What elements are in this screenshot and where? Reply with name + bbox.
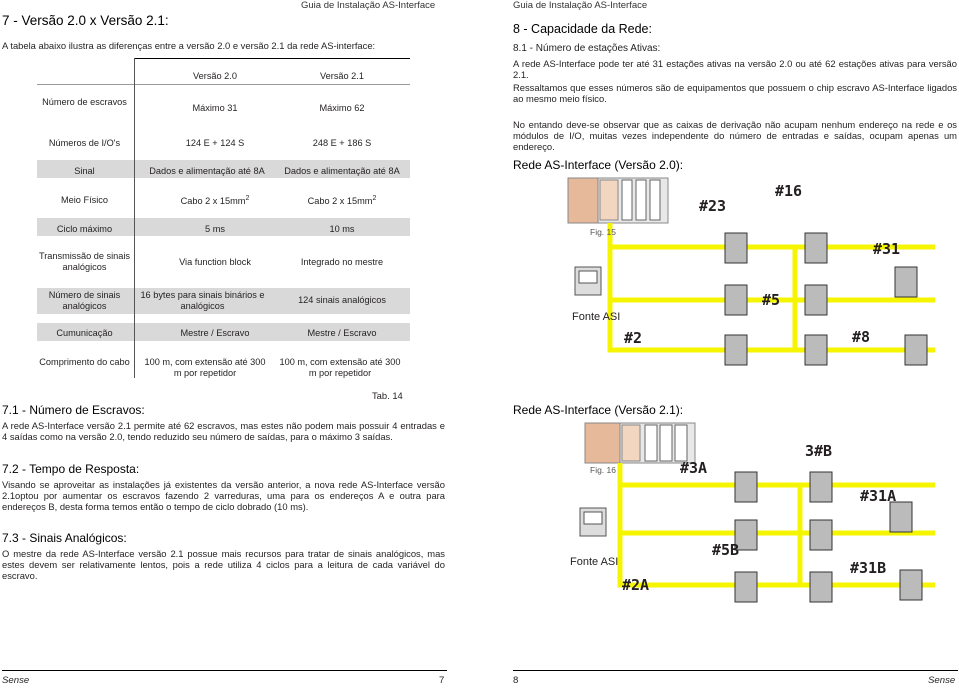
footer-rule xyxy=(2,670,447,671)
slave-label: #2 xyxy=(624,329,643,347)
table-rule xyxy=(37,84,410,85)
cell-v21: 10 ms xyxy=(329,224,355,234)
slave-module xyxy=(810,572,832,602)
cell-v21: Cabo 2 x $15mm^2$ xyxy=(307,195,377,207)
row-label: Número de sinais analógicos xyxy=(48,290,121,311)
as-interface-master xyxy=(585,423,695,463)
slave-module xyxy=(810,520,832,550)
network-diagram-v20 xyxy=(560,175,955,375)
page-number: 8 xyxy=(513,675,519,686)
slave-module xyxy=(725,335,747,365)
cell-v20: Cabo 2 x $15mm^2$ xyxy=(180,195,250,207)
fonte-asi-label: Fonte ASI xyxy=(570,556,619,568)
slave-module xyxy=(725,233,747,263)
footer-brand: Sense xyxy=(928,675,956,686)
para-81-2: Ressaltamos que esses números são de equipamentos que possuem o chip escravo AS-Interface ligados ao mesmo meio físico. xyxy=(513,82,957,104)
cell-v21: Máximo 62 xyxy=(319,103,365,113)
section-text-72: Visando se aproveitar as instalações já existentes da versão anterior, a nova rede AS-Interface versão 2.1optou por aumentar os escravos fazendo 2 varreduras, uma para os endereços A e outra para endereços B, desta forma temos então o tempo de ciclo dobrado (10 ms). xyxy=(2,479,445,512)
cell-v20: 124 E + 124 S xyxy=(185,138,245,148)
slave-label: #3A xyxy=(680,459,708,477)
slave-module xyxy=(890,502,912,532)
row-label: Cumunicação xyxy=(56,328,113,338)
row-label: Transmissão de sinais analógicos xyxy=(38,251,131,272)
col-header-v20: Versão 2.0 xyxy=(193,71,237,81)
net20-title: Rede AS-Interface (Versão 2.0): xyxy=(513,158,684,172)
slave-module xyxy=(805,233,827,263)
slave-label: #31A xyxy=(860,487,897,505)
footer-brand: Sense xyxy=(2,675,30,686)
slave-module xyxy=(810,472,832,502)
cell-v20: 16 bytes para sinais binários e analógicos xyxy=(140,290,265,311)
cell-v21: Integrado no mestre xyxy=(300,257,384,267)
cell-v20: Dados e alimentação até 8A xyxy=(149,166,265,176)
row-label: Ciclo máximo xyxy=(56,224,113,234)
row-label: Meio Físico xyxy=(61,195,108,205)
cell-v21: 100 m, com extensão até 300 m por repetidor xyxy=(279,357,401,378)
slave-label: #31 xyxy=(873,240,901,258)
cell-v21: Mestre / Escravo xyxy=(307,328,377,338)
cell-v20: Via function block xyxy=(179,257,251,267)
fig15-caption: Fig. 15 xyxy=(590,227,616,237)
network-diagram-v21 xyxy=(560,420,955,620)
slave-module xyxy=(735,472,757,502)
section-text-73: O mestre da rede AS-Interface versão 2.1 possue mais recursos para tratar de sinais analógicos, mas estes devem ser relativamente lentos, pois a rede utiliza 4 ciclos para a leitura de cada variável do escravo. xyxy=(2,548,445,581)
slave-label: #23 xyxy=(699,197,727,215)
cell-v21: Dados e alimentação até 8A xyxy=(284,166,400,176)
page-number: 7 xyxy=(439,675,445,686)
section-text-71: A rede AS-Interface versão 2.1 permite até 62 escravos, mas estes não podem mais possuir 4 entradas e 4 saídas como na versão 2.0, tendo reduzido seu número de saídas, para o máximo 3 saídas. xyxy=(2,420,445,442)
para-81-3: No entando deve-se observar que as caixas de derivação não acupam nenhum endereço na rede e os módulos de I/O, muitas vezes independente do número de entradas e saídas, ocupam apenas um endereço. xyxy=(513,119,957,152)
table-intro: A tabela abaixo ilustra as diferenças entre a versão 2.0 e versão 2.1 da rede AS-interface: xyxy=(2,40,376,51)
cell-v21: 124 sinais analógicos xyxy=(298,295,386,305)
slave-label: #2A xyxy=(622,576,650,594)
para-81-1: A rede AS-Interface pode ter até 31 estações ativas na versão 2.0 ou até 62 estações ativas para versão 2.1. xyxy=(513,58,957,80)
slave-label: #16 xyxy=(775,182,803,200)
slave-label: #31B xyxy=(850,559,887,577)
section-title-81: 8.1 - Número de estações Ativas: xyxy=(513,43,661,54)
section-title-73: 7.3 - Sinais Analógicos: xyxy=(2,531,127,545)
page-header-left: Guia de Instalação AS-Interface xyxy=(301,0,436,11)
footer-rule xyxy=(513,670,958,671)
slave-module xyxy=(805,285,827,315)
slave-label: #8 xyxy=(852,328,871,346)
slave-module xyxy=(900,570,922,600)
fonte-asi xyxy=(580,508,606,536)
net21-title: Rede AS-Interface (Versão 2.1): xyxy=(513,403,684,417)
row-label: Número de escravos xyxy=(42,97,127,107)
cell-v21: 248 E + 186 S xyxy=(312,138,372,148)
section-title-71: 7.1 - Número de Escravos: xyxy=(2,403,145,417)
slave-label: #5B xyxy=(712,541,740,559)
as-interface-master xyxy=(568,178,668,223)
fonte-asi xyxy=(575,267,601,295)
cell-v20: 100 m, com extensão até 300 m por repetidor xyxy=(144,357,266,378)
table-rule xyxy=(134,58,135,378)
slave-module xyxy=(905,335,927,365)
row-label: Sinal xyxy=(74,166,95,176)
table-rule xyxy=(134,58,410,59)
slave-module xyxy=(805,335,827,365)
col-header-v21: Versão 2.1 xyxy=(320,71,364,81)
slave-module xyxy=(895,267,917,297)
cell-v20: Máximo 31 xyxy=(192,103,238,113)
section-title-7: 7 - Versão 2.0 x Versão 2.1: xyxy=(2,13,169,28)
section-title-72: 7.2 - Tempo de Resposta: xyxy=(2,462,140,476)
fig16-caption: Fig. 16 xyxy=(590,465,616,475)
slave-module xyxy=(725,285,747,315)
section-title-8: 8 - Capacidade da Rede: xyxy=(513,22,652,36)
row-label: Números de I/O's xyxy=(48,138,121,148)
table-caption: Tab. 14 xyxy=(372,390,403,401)
fonte-asi-label: Fonte ASI xyxy=(572,311,621,323)
slave-module xyxy=(735,572,757,602)
page-header-right: Guia de Instalação AS-Interface xyxy=(513,0,648,11)
cell-v20: Mestre / Escravo xyxy=(180,328,250,338)
slave-label: 3#B xyxy=(805,442,833,460)
row-label: Comprimento do cabo xyxy=(39,357,130,367)
cell-v20: 5 ms xyxy=(205,224,225,234)
slave-label: #5 xyxy=(762,291,781,309)
